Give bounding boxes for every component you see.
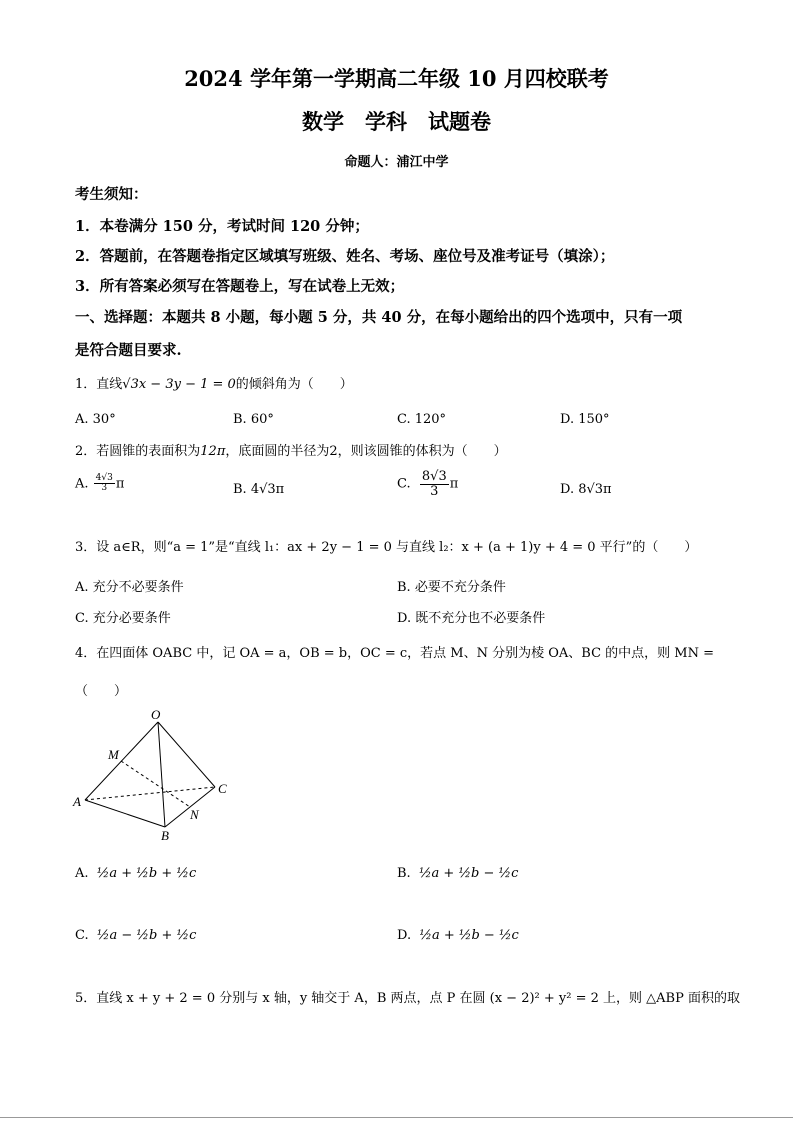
q4-option-d-expr: ½a + ½b − ½c xyxy=(419,928,519,943)
q2-option-b-label: B. xyxy=(233,482,247,497)
q1-option-a: A. 30° xyxy=(75,412,116,427)
q1-option-b: B. 60° xyxy=(233,412,274,427)
exam-subtitle: 数学 学科 试题卷 xyxy=(302,109,491,134)
q4-option-b-expr: ½a + ½b − ½c xyxy=(418,866,519,881)
label-M: M xyxy=(108,747,119,762)
notice-item: 1．本卷满分 150 分，考试时间 120 分钟； xyxy=(75,218,369,235)
q4-option-c xyxy=(75,928,196,943)
label-A: A xyxy=(73,794,81,809)
label-B: B xyxy=(161,828,169,843)
edge-AB xyxy=(85,800,165,827)
q2-option-b xyxy=(233,482,284,497)
exam-author: 命题人：浦江中学 xyxy=(344,155,449,170)
q4-option-b xyxy=(397,866,518,881)
q2-option-d-value: 8√3π xyxy=(578,482,612,497)
q4-option-d xyxy=(397,928,519,943)
question-1 xyxy=(75,373,353,392)
q2-option-a-den: 3 xyxy=(101,483,108,494)
label-C: C xyxy=(218,781,227,796)
notice-item: 3．所有答案必须写在答题卷上，写在试卷上无效； xyxy=(75,278,405,295)
q4-option-a xyxy=(75,866,196,881)
q3-option-d: D. 既不充分也不必要条件 xyxy=(397,611,546,626)
q2-option-c-pi: π xyxy=(449,476,459,492)
q1-equation: √3x − 3y − 1 = 0 xyxy=(122,377,236,392)
notice-item: 2．答题前，在答题卷指定区域填写班级、姓名、考场、座位号及准考证号（填涂）； xyxy=(75,248,615,265)
tetrahedron-figure xyxy=(65,700,245,845)
segment-MN xyxy=(121,761,190,807)
q2-area: 12π xyxy=(200,444,226,459)
q2-option-c-den: 3 xyxy=(430,483,439,499)
q3-option-c: C. 充分必要条件 xyxy=(75,611,171,626)
q4-option-a-expr: ½a + ½b + ½c xyxy=(96,866,197,881)
question-5: 5．直线 x + y + 2 = 0 分别与 x 轴，y 轴交于 A，B 两点，点 P 在圆 (x − 2)² + y² = 2 上，则 △ABP 面积的取 xyxy=(75,991,740,1006)
q2-option-a-num: 4√3 xyxy=(95,473,113,483)
question-3: 3．设 a∈R，则“a = 1”是“直线 l₁：ax + 2y − 1 = 0 与直线 l₂：x + (a + 1)y + 4 = 0 平行”的（ ） xyxy=(75,540,698,555)
q4-blank: （ ） xyxy=(75,684,128,699)
q4-option-a-label: A. xyxy=(75,866,89,881)
label-N: N xyxy=(190,807,199,822)
question-2 xyxy=(75,440,507,459)
q2-option-d xyxy=(560,482,612,497)
q3-option-b: B. 必要不充分条件 xyxy=(397,580,506,595)
q2-option-a-label: A. xyxy=(75,476,89,492)
q2-option-c xyxy=(397,470,458,498)
q4-option-d-label: D. xyxy=(397,928,412,943)
q2-middle: ，底面圆的半径为 xyxy=(225,444,330,459)
edge-OC xyxy=(158,722,215,787)
q4-option-b-label: B. xyxy=(397,866,411,881)
q1-option-d: D. 150° xyxy=(560,412,610,427)
question-4: 4．在四面体 OABC 中，记 OA = a，OB = b，OC = c，若点 M、N 分别为棱 OA、BC 的中点，则 MN = xyxy=(75,646,714,661)
page-bottom-rule xyxy=(0,1117,793,1118)
q2-suffix: ，则该圆锥的体积为（ ） xyxy=(337,444,507,459)
q4-option-c-expr: ½a − ½b + ½c xyxy=(96,928,197,943)
q3-option-a: A. 充分不必要条件 xyxy=(75,580,184,595)
q2-option-b-value: 4√3π xyxy=(250,482,285,497)
q2-radius: 2 xyxy=(329,444,338,459)
q1-suffix: 的倾斜角为（ ） xyxy=(235,377,353,392)
q2-option-a-pi: π xyxy=(115,476,125,492)
q2-option-d-label: D. xyxy=(560,482,575,497)
q2-prefix: 2．若圆锥的表面积为 xyxy=(75,444,201,459)
label-O: O xyxy=(151,707,161,722)
q4-option-c-label: C. xyxy=(75,928,89,943)
edge-OB xyxy=(158,722,165,827)
notice-heading: 考生须知： xyxy=(75,186,148,203)
exam-title: 2024 学年第一学期高二年级 10 月四校联考 xyxy=(184,66,609,91)
q1-prefix: 1．直线 xyxy=(75,377,123,392)
q2-option-a xyxy=(75,474,124,494)
section-heading-line2: 是符合题目要求. xyxy=(75,342,182,359)
q2-option-c-num: 8√3 xyxy=(421,469,447,484)
q1-option-c: C. 120° xyxy=(397,412,447,427)
section-heading-line1: 一、选择题：本题共 8 小题，每小题 5 分，共 40 分，在每小题给出的四个选项中，只有一项 xyxy=(75,309,683,326)
edge-AC-hidden xyxy=(85,787,215,800)
q2-option-c-label: C. xyxy=(397,476,411,492)
